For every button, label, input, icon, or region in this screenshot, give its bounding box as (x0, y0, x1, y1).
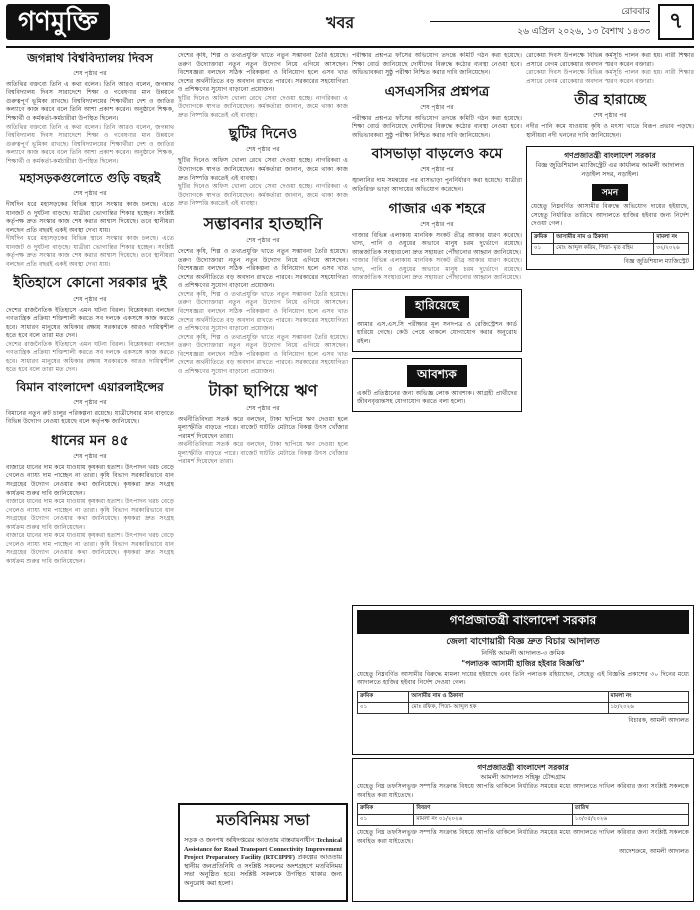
headline: বিমান বাংলাদেশ এয়ারলাইন্সের (16, 379, 164, 394)
notice-warning: "পলাতক আসামী হাজির হইবার বিজ্ঞপ্তি" (461, 659, 585, 669)
story-highway (6, 172, 174, 269)
story-history (6, 275, 174, 374)
meeting-body: সড়ক ও জনপথ অধিদপ্তরের আওতায় বাস্তবায়নাধীন Technical Assistance for Road Transport Connectivity Improvement Project Preparatory Facility (RTCIPPF) প্রকল্পের আওতায় স্থানীয় জনপ্রতিনিধি ও সংশ্লিষ্ট সকলের অংশগ্রহণে মতবিনিময় সভা অনুষ্ঠিত হবে। সংশ্লিষ্ট সকলকে উপস্থিত থাকার জন্য অনুরোধ করা হলো। (184, 837, 342, 887)
notice-signature: বিচারক, আমলী আদালত (628, 716, 689, 724)
continued-label: শেষ পৃষ্ঠার পর (73, 69, 107, 77)
story-body: পরীক্ষার প্রশ্নপত্র ফাঁসের অভিযোগ তদন্তে কমিটি গঠন করা হয়েছে। শিক্ষা বোর্ড জানিয়েছে দোষীদের বিরুদ্ধে কঠোর ব্যবস্থা নেওয়া হবে। অভিভাবকরা সুষ্ঠু পরীক্ষা নিশ্চিত করার দাবি জানিয়েছেন। (352, 114, 522, 139)
issue-date: ২৬ এপ্রিল ২০২৬, ১৩ বৈশাখ ১৪৩৩ (430, 21, 650, 39)
story-body-cont: বাজারে ধানের দাম কমে যাওয়ায় কৃষকরা হতাশ। উৎপাদন খরচ বেড়ে গেলেও ন্যায্য দাম পাচ্ছেন না তারা। কৃষি বিভাগ সরকারিভাবে ধান সংগ্রহের উদ্যোগ নেওয়ার কথা জানিয়েছে। কৃষকরা দ্রুত সংগ্রহ কার্যক্রম শুরুর দাবি জানিয়েছেন। (6, 498, 174, 531)
notice-body: যেহেতু নিম্নবর্ণিত আসামীর বিরুদ্ধে অভিযোগ দায়ের হইয়াছে, সেহেতু নির্ধারিত তারিখে আদালতে হাজির হইবার জন্য নির্দেশ দেওয়া গেল। (531, 203, 689, 228)
notice-table (531, 232, 689, 255)
notice-table (357, 803, 689, 826)
story-body-cont: ছুটির দিনেও অফিস খোলা রেখে সেবা দেওয়া হচ্ছে। নাগরিকরা এ উদ্যোগকে স্বাগত জানিয়েছেন। কর্মকর্তারা জানান, জমে থাকা কাজ দ্রুত নিষ্পত্তি করতেই এই ব্যবস্থা। (178, 94, 348, 119)
story-body: নদীর পানি কমে যাওয়ায় কৃষি ও মৎস্য খাতে বিরূপ প্রভাব পড়ছে। স্থানীয়রা নদী খননের দাবি জানিয়েছেন। (526, 123, 694, 139)
story-body-cont: দেশের কৃষি, শিল্প ও তথ্যপ্রযুক্তি খাতে নতুন সম্ভাবনা তৈরি হয়েছে। তরুণ উদ্যোক্তারা নতুন নতুন উদ্যোগ নিয়ে এগিয়ে আসছেন। বিশেষজ্ঞরা বলছেন সঠিক পরিকল্পনা ও বিনিয়োগ হলে এসব খাত দেশের অর্থনীতিতে বড় অবদান রাখতে পারবে। সরকারের সহযোগিতা ও প্রশিক্ষণের সুযোগ বাড়ানো প্রয়োজন। (178, 333, 348, 375)
story-body-cont: দীর্ঘদিন ধরে মহাসড়কের বিভিন্ন স্থানে সংস্কার কাজ চলছে। এতে যানজট ও দুর্ঘটনা বাড়ছে। যাত্রীরা ভোগান্তির শিকার হচ্ছেন। সংশ্লিষ্ট কর্তৃপক্ষ দ্রুত সংস্কার কাজ শেষ করার আশ্বাস দিয়েছে। তবে স্থানীয়রা বলছেন প্রতি বছরই একই অবস্থা দেখা যায়। (6, 235, 174, 268)
table-header: আসামীর নাম ও ঠিকানা (554, 232, 654, 243)
continued-label: শেষ পৃষ্ঠার পর (246, 404, 280, 412)
story-paddy (6, 433, 174, 567)
table-row: ০১ মোঃ রফিক, পিতা- আব্দুল হক ১৮/২০২৬ (358, 702, 689, 713)
continued-label: শেষ পৃষ্ঠার পর (246, 146, 280, 154)
table-header: ক্রমিক (532, 232, 554, 243)
story-biman (6, 381, 174, 427)
story-body: বাজারে ধানের দাম কমে যাওয়ায় কৃষকরা হতাশ। উৎপাদন খরচ বেড়ে গেলেও ন্যায্য দাম পাচ্ছেন না তারা। কৃষি বিভাগ সরকারিভাবে ধান সংগ্রহের উদ্যোগ নেওয়ার কথা জানিয়েছে। কৃষকরা দ্রুত সংগ্রহ কার্যক্রম শুরুর দাবি জানিয়েছেন। (6, 463, 174, 497)
classified-wanted (352, 358, 522, 412)
notice-title: গণপ্রজাতন্ত্রী বাংলাদেশ সরকার (477, 763, 569, 772)
headline: বাসভাড়া বাড়লেও কমে (371, 146, 503, 163)
table-row: ০১ মোঃ আব্দুল করিম, পিতা- মৃত রহিম ৩২/২০২৬ (532, 243, 689, 254)
column-1 (6, 52, 174, 902)
story-body: দীর্ঘদিন ধরে মহাসড়কের বিভিন্ন স্থানে সংস্কার কাজ চলছে। এতে যানজট ও দুর্ঘটনা বাড়ছে। যাত্রীরা ভোগান্তির শিকার হচ্ছেন। সংশ্লিষ্ট কর্তৃপক্ষ দ্রুত সংস্কার কাজ শেষ করার আশ্বাস দিয়েছে। তবে স্থানীয়রা বলছেন প্রতি বছরই একই অবস্থা দেখা যায়। (6, 201, 174, 234)
table-header: মামলা নং (654, 232, 689, 243)
notice-signature: আদেশক্রমে, আমলী আদালত (619, 848, 689, 856)
masthead-rule (6, 46, 694, 48)
story-body: অর্থনীতিবিদরা সতর্ক করে বলছেন, টাকা ছাপিয়ে ঋণ দেওয়া হলে মূল্যস্ফীতি বাড়তে পারে। বাজেট ঘাটতি মেটাতে বিকল্প উৎস খোঁজার পরামর্শ দিয়েছেন তারা। (178, 415, 348, 440)
story-body-cont: গাজার বিভিন্ন এলাকায় মানবিক সংকট তীব্র আকার ধারণ করেছে। খাদ্য, পানি ও ওষুধের অভাবে মানুষ চরম দুর্ভোগে রয়েছে। আন্তর্জাতিক সংস্থাগুলো দ্রুত সহায়তা পৌঁছানোর আহ্বান জানিয়েছে। (352, 257, 522, 282)
classified-lost (352, 289, 522, 352)
classified-body: আমার এস.এস.সি পরীক্ষার মূল সনদপত্র ও রেজিস্ট্রেশন কার্ড হারিয়ে গেছে। কেউ পেয়ে থাকলে যোগাযোগ করার অনুরোধ রইল। (357, 320, 517, 346)
story-body-cont: বাজারে ধানের দাম কমে যাওয়ায় কৃষকরা হতাশ। উৎপাদন খরচ বেড়ে গেলেও ন্যায্য দাম পাচ্ছেন না তারা। কৃষি বিভাগ সরকারিভাবে ধান সংগ্রহের উদ্যোগ নেওয়ার কথা জানিয়েছে। কৃষকরা দ্রুত সংগ্রহ কার্যক্রম শুরুর দাবি জানিয়েছেন। (6, 532, 174, 565)
column-4 (526, 52, 694, 601)
headline: সম্ভাবনার হাতছানি (203, 213, 323, 233)
notice-title: জেলা বাণোয়ারী বিজ্ঞ দ্রুত বিচার আদালত (446, 637, 600, 647)
story-body-top: দেশের কৃষি, শিল্প ও তথ্যপ্রযুক্তি খাতে নতুন সম্ভাবনা তৈরি হয়েছে। তরুণ উদ্যোক্তারা নতুন নতুন উদ্যোগ নিয়ে এগিয়ে আসছেন। বিশেষজ্ঞরা বলছেন সঠিক পরিকল্পনা ও বিনিয়োগ হলে এসব খাত দেশের অর্থনীতিতে বড় অবদান রাখতে পারবে। সরকারের সহযোগিতা ও প্রশিক্ষণের সুযোগ বাড়ানো প্রয়োজন। (178, 52, 348, 94)
story-body-cont: দেশের রাজনৈতিক ইতিহাসে এমন ঘটনা বিরল। বিশ্লেষকরা বলছেন গণতান্ত্রিক প্রক্রিয়া শক্তিশালী করতে সব দলকে একসঙ্গে কাজ করতে হবে। সাধারণ মানুষের অধিকার রক্ষায় সরকারকে আরও দায়িত্বশীল হতে হবে বলে তারা মত দেন। (6, 340, 174, 374)
meeting-ad (178, 803, 348, 902)
continued-label: শেষ পৃষ্ঠার পর (73, 295, 107, 303)
notice-subtitle: বিজ্ঞ জুডিশিয়াল ম্যাজিস্ট্রেট এর কার্যালয় আমলী আদালত নড়াইল সদর, নড়াইল। (535, 161, 685, 178)
story-possibility (178, 215, 348, 377)
continued-label: শেষ পৃষ্ঠার পর (73, 452, 107, 460)
story-holiday (178, 126, 348, 208)
story-river (526, 92, 694, 140)
headline: ধানের মন ৪৫ (51, 432, 129, 449)
notice-banner: গণপ্রজাতন্ত্রী বাংলাদেশ সরকার (357, 610, 689, 634)
headline: তীব্র হারাচ্ছে (574, 92, 646, 109)
headline: ইতিহাসে কোনো সরকার দুই (13, 275, 167, 292)
continued-label: শেষ পৃষ্ঠার পর (420, 166, 454, 174)
table-header: ক্রমিক (358, 691, 409, 702)
story-body-cont: অর্থনীতিবিদরা সতর্ক করে বলছেন, টাকা ছাপিয়ে ঋণ দেওয়া হলে মূল্যস্ফীতি বাড়তে পারে। বাজেট ঘাটতি মেটাতে বিকল্প উৎস খোঁজার পরামর্শ দিয়েছেন তারা। (178, 441, 348, 466)
page-number: ৭ (658, 4, 694, 40)
notice-signature: বিজ্ঞ জুডিশিয়াল ম্যাজিস্ট্রেট (623, 257, 689, 265)
classified-body: একটি প্রতিষ্ঠানের জন্য অভিজ্ঞ লোক আবশ্যক। আগ্রহী প্রার্থীদের জীবনবৃত্তান্তসহ যোগাযোগ করতে বলা হলো। (357, 389, 517, 406)
story-jagannath (6, 52, 174, 166)
story-body-top: রোকেয়া দিবস উপলক্ষে বিভিন্ন কর্মসূচি পালন করা হয়। নারী শিক্ষার প্রসারে বেগম রোকেয়ার অবদান স্মরণ করেন বক্তারা। (526, 52, 694, 68)
column-2 (178, 52, 348, 798)
headline: গাজার এক শহরে (388, 200, 486, 217)
story-body: দেশের কৃষি, শিল্প ও তথ্যপ্রযুক্তি খাতে নতুন সম্ভাবনা তৈরি হয়েছে। তরুণ উদ্যোক্তারা নতুন নতুন উদ্যোগ নিয়ে এগিয়ে আসছেন। বিশেষজ্ঞরা বলছেন সঠিক পরিকল্পনা ও বিনিয়োগ হলে এসব খাত দেশের অর্থনীতিতে বড় অবদান রাখতে পারবে। সরকারের সহযোগিতা ও প্রশিক্ষণের সুযোগ বাড়ানো প্রয়োজন। (178, 248, 348, 290)
notice-label: সমন (592, 184, 628, 201)
story-body: জ্বালানির দাম সমন্বয়ের পর বাসভাড়া পুনর্নির্ধারণ করা হয়েছে। যাত্রীরা অতিরিক্ত ভাড়া আদায়ের অভিযোগ করেছেন। (352, 177, 522, 194)
story-body-cont: অতিথির বক্তব্যে তিনি এ কথা বলেন। তিনি আরও বলেন, জগন্নাথ বিশ্ববিদ্যালয় দিবস সারাদেশে শিক্ষা ও গবেষণার মান উন্নয়নে গুরুত্বপূর্ণ ভূমিকা রাখছে। বিশ্ববিদ্যালয়ের শিক্ষার্থীরা দেশ ও জাতির কল্যাণে কাজ করবে বলে তিনি আশা প্রকাশ করেন। অনুষ্ঠানে শিক্ষক, শিক্ষার্থী ও কর্মকর্তা-কর্মচারীরা উপস্থিত ছিলেন। (6, 123, 174, 165)
notice-subtitle: নির্দিষ্ট আমলী আদালত-৩ ক্রমিক (481, 648, 565, 657)
notice-subtitle: আমলী আদালত সহিষ্ণু চৌদ্দগ্রাম (480, 772, 566, 781)
story-body-top: পরীক্ষার প্রশ্নপত্র ফাঁসের অভিযোগ তদন্তে কমিটি গঠন করা হয়েছে। শিক্ষা বোর্ড জানিয়েছে দোষীদের বিরুদ্ধে কঠোর ব্যবস্থা নেওয়া হবে। অভিভাবকরা সুষ্ঠু পরীক্ষা নিশ্চিত করার দাবি জানিয়েছেন। (352, 52, 522, 77)
court-notice-absconding (352, 605, 694, 755)
story-body: ছুটির দিনেও অফিস খোলা রেখে সেবা দেওয়া হচ্ছে। নাগরিকরা এ উদ্যোগকে স্বাগত জানিয়েছেন। কর্মকর্তারা জানান, জমে থাকা কাজ দ্রুত নিষ্পত্তি করতেই এই ব্যবস্থা। (178, 157, 348, 182)
classified-heading: হারিয়েছে (405, 296, 469, 318)
table-row: ০১ মামলা নং ০১/২০২৬ ১০/০৫/২০২৬ (358, 815, 689, 826)
court-notice-property (352, 758, 694, 902)
notice-body: যেহেতু নিম্ন তফসিলভুক্ত সম্পত্তি সংক্রান্ত বিষয়ে আপত্তি থাকিলে নির্ধারিত সময়ের মধ্যে আদালতে দাখিল করিবার জন্য সংশ্লিষ্ট সকলকে অবহিত করা যাইতেছে। (357, 783, 689, 799)
notice-title: গণপ্রজাতন্ত্রী বাংলাদেশ সরকার (564, 151, 656, 161)
dateline (430, 4, 650, 39)
project-name-english: Technical Assistance for Road Transport Connectivity Improvement Project Preparatory Facility (RTCIPPF) (184, 837, 342, 861)
notice-body-cont: যেহেতু নিম্ন তফসিলভুক্ত সম্পত্তি সংক্রান্ত বিষয়ে আপত্তি থাকিলে নির্ধারিত সময়ের মধ্যে আদালতে দাখিল করিবার জন্য সংশ্লিষ্ট সকলকে অবহিত করা যাইতেছে। (357, 829, 689, 845)
headline: জগন্নাথ বিশ্ববিদ্যালয় দিবস (27, 52, 153, 65)
table-header: মামলা নং (608, 691, 688, 702)
table-header: ক্রমিক (358, 804, 414, 815)
headline: টাকা ছাপিয়ে ঋণ (208, 381, 318, 401)
meeting-title: মতবিনিময় সভা (216, 811, 310, 829)
court-summons-notice (526, 146, 694, 270)
story-body: বিমানের নতুন রুট চালুর পরিকল্পনা রয়েছে। যাত্রীসেবার মান বাড়াতে বিভিন্ন উদ্যোগ নেওয়া হয়েছে বলে কর্তৃপক্ষ জানিয়েছে। (6, 409, 174, 426)
table-header: আসামীর নাম ও ঠিকানা (409, 691, 608, 702)
story-body: অতিথির বক্তব্যে তিনি এ কথা বলেন। তিনি আরও বলেন, জগন্নাথ বিশ্ববিদ্যালয় দিবস সারাদেশে শিক্ষা ও গবেষণার মান উন্নয়নে গুরুত্বপূর্ণ ভূমিকা রাখছে। বিশ্ববিদ্যালয়ের শিক্ষার্থীরা দেশ ও জাতির কল্যাণে কাজ করবে বলে তিনি আশা প্রকাশ করেন। অনুষ্ঠানে শিক্ষক, শিক্ষার্থী ও কর্মকর্তা-কর্মচারীরা উপস্থিত ছিলেন। (6, 80, 174, 122)
story-busfare (352, 146, 522, 194)
continued-label: শেষ পৃষ্ঠার পর (246, 237, 280, 245)
story-body: দেশের রাজনৈতিক ইতিহাসে এমন ঘটনা বিরল। বিশ্লেষকরা বলছেন গণতান্ত্রিক প্রক্রিয়া শক্তিশালী করতে সব দলকে একসঙ্গে কাজ করতে হবে। সাধারণ মানুষের অধিকার রক্ষায় সরকারকে আরও দায়িত্বশীল হতে হবে বলে তারা মত দেন। (6, 306, 174, 340)
continued-label: শেষ পৃষ্ঠার পর (420, 103, 454, 111)
story-body-cont: রোকেয়া দিবস উপলক্ষে বিভিন্ন কর্মসূচি পালন করা হয়। নারী শিক্ষার প্রসারে বেগম রোকেয়ার অবদান স্মরণ করেন বক্তারা। (526, 69, 694, 85)
newspaper-logo: গণমুক্তি (6, 4, 110, 40)
column-3 (352, 52, 522, 601)
notice-table (357, 691, 689, 714)
story-loan (178, 382, 348, 467)
weekday: রোববার (621, 7, 650, 17)
continued-label: শেষ পৃষ্ঠার পর (73, 398, 107, 406)
headline: মহাসড়কগুলোতে গুড়ি বছরই (19, 171, 161, 186)
table-header: তারিখ (572, 804, 688, 815)
continued-label: শেষ পৃষ্ঠার পর (420, 220, 454, 228)
story-gaza (352, 201, 522, 283)
continued-label: শেষ পৃষ্ঠার পর (593, 112, 627, 120)
classified-heading: আবশ্যক (407, 365, 467, 387)
section-name: খবর (326, 13, 355, 32)
notice-body: যেহেতু নিম্নবর্ণিত আসামীর বিরুদ্ধে মামলা দায়ের হইয়াছে এবং তিনি পলাতক রহিয়াছেন, সেহেতু এই বিজ্ঞপ্তি প্রকাশের ৩০ দিনের মধ্যে আদালতে হাজির হইবার নির্দেশ দেওয়া গেল। (357, 670, 689, 687)
story-body-cont: ছুটির দিনেও অফিস খোলা রেখে সেবা দেওয়া হচ্ছে। নাগরিকরা এ উদ্যোগকে স্বাগত জানিয়েছেন। কর্মকর্তারা জানান, জমে থাকা কাজ দ্রুত নিষ্পত্তি করতেই এই ব্যবস্থা। (178, 183, 348, 208)
table-header: বিবরণ (414, 804, 572, 815)
story-body: গাজার বিভিন্ন এলাকায় মানবিক সংকট তীব্র আকার ধারণ করেছে। খাদ্য, পানি ও ওষুধের অভাবে মানুষ চরম দুর্ভোগে রয়েছে। আন্তর্জাতিক সংস্থাগুলো দ্রুত সহায়তা পৌঁছানোর আহ্বান জানিয়েছে। (352, 231, 522, 256)
headline: ছুটির দিনেও (228, 126, 298, 143)
story-ssc (352, 84, 522, 141)
continued-label: শেষ পৃষ্ঠার পর (73, 190, 107, 198)
masthead (6, 4, 694, 44)
headline: এসএসসির প্রশ্নপত্র (384, 83, 490, 100)
story-body-cont: দেশের কৃষি, শিল্প ও তথ্যপ্রযুক্তি খাতে নতুন সম্ভাবনা তৈরি হয়েছে। তরুণ উদ্যোক্তারা নতুন নতুন উদ্যোগ নিয়ে এগিয়ে আসছেন। বিশেষজ্ঞরা বলছেন সঠিক পরিকল্পনা ও বিনিয়োগ হলে এসব খাত দেশের অর্থনীতিতে বড় অবদান রাখতে পারবে। সরকারের সহযোগিতা ও প্রশিক্ষণের সুযোগ বাড়ানো প্রয়োজন। (178, 290, 348, 333)
